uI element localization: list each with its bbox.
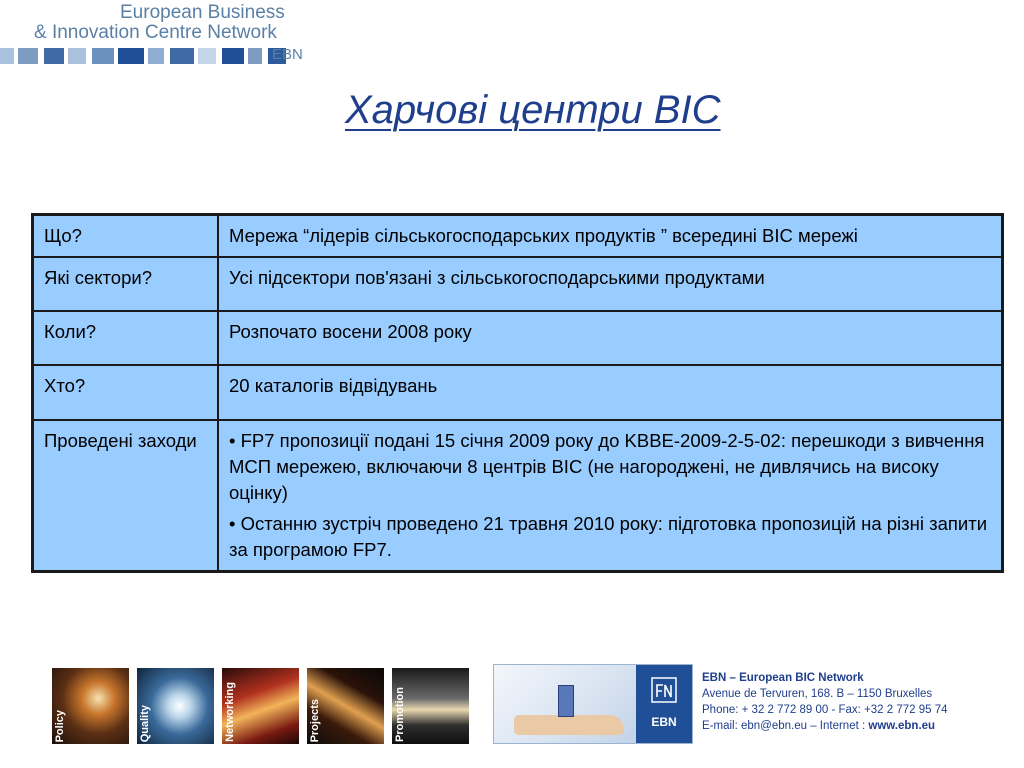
contact-address: Avenue de Tervuren, 168. B – 1150 Bruxelles (702, 688, 933, 700)
row-content (218, 420, 1003, 572)
logo-color-bar (0, 48, 286, 64)
ebn-brand-panel (636, 665, 692, 743)
ebn-mark-icon (651, 677, 677, 703)
row-label: Що? (33, 215, 219, 258)
row-text: Мережа “лідерів сільськогосподарських продуктів ” всередині BIC мережі (229, 225, 858, 246)
row-content (218, 215, 1003, 258)
contact-org: EBN – European BIC Network (702, 672, 864, 684)
row-label: Проведені заходи (33, 420, 219, 572)
tile-label: Policy (54, 709, 66, 742)
tile-label: Projects (309, 698, 321, 742)
row-text: Розпочато восени 2008 року (229, 321, 472, 342)
ebn-logo (0, 0, 310, 70)
logo-abbr: EBN (272, 46, 303, 63)
website-link[interactable]: www.ebn.eu (868, 720, 936, 732)
contact-email: E-mail: ebn@ebn.eu – Internet : (702, 720, 869, 732)
ebn-promo-image (493, 664, 693, 744)
footer-image-networking (222, 668, 299, 744)
row-text: Усі підсектори пов'язані з сільськогосподарськими продуктами (229, 267, 765, 288)
contact-email-web (702, 718, 948, 734)
tile-label: Promotion (394, 687, 406, 742)
table-row (33, 215, 1003, 258)
tile-label: Quality (139, 704, 151, 742)
row-label: Хто? (33, 365, 219, 420)
row-content (218, 257, 1003, 311)
table-row (33, 257, 1003, 311)
footer-image-policy (52, 668, 129, 744)
logo-line-2: & Innovation Centre Network (34, 22, 277, 43)
footer-image-projects (307, 668, 384, 744)
row-text: 20 каталогів відвідувань (229, 375, 438, 396)
row-bullet: • FP7 пропозиції подані 15 січня 2009 року до KBBE-2009-2-5-02: перешкоди з вивчення МСП мережею, включаючи 8 центрів BIC (не нагороджені, не дивлячись на високу оцінку) (229, 430, 985, 503)
hand-image (514, 715, 624, 735)
logo-line-1: European Business (120, 2, 285, 23)
card-image (558, 685, 574, 717)
page-title: Харчові центри BIC (345, 88, 721, 132)
row-label: Коли? (33, 311, 219, 365)
tile-label: Networking (224, 682, 236, 742)
promo-photo (494, 665, 636, 743)
promo-ebn-label: EBN (651, 715, 677, 729)
contact-phone: Phone: + 32 2 772 89 00 - Fax: +32 2 772 95 74 (702, 704, 948, 716)
row-label: Які сектори? (33, 257, 219, 311)
table-row (33, 311, 1003, 365)
row-content (218, 311, 1003, 365)
row-bullet: • Останню зустріч проведено 21 травня 2010 року: підготовка пропозицій на різні запити за програмою FP7. (229, 513, 988, 560)
row-content (218, 365, 1003, 420)
footer-image-quality (137, 668, 214, 744)
table-row (33, 365, 1003, 420)
contact-info (702, 670, 948, 734)
footer-image-promotion (392, 668, 469, 744)
table-row (33, 420, 1003, 572)
info-table (31, 213, 1004, 573)
